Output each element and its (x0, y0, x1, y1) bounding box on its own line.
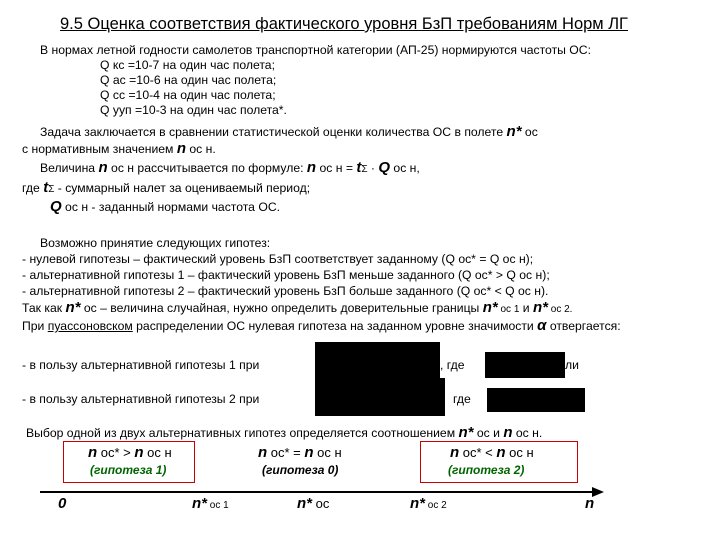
hypothesis-0-label: (гипотеза 0) (262, 463, 339, 477)
alt1-line: - в пользу альтернативной гипотезы 1 при (22, 358, 260, 372)
intro-text: В нормах летной годности самолетов транспортной категории (АП-25) нормируются частоты ОС: (40, 43, 591, 57)
formula-image-placeholder (485, 352, 565, 378)
tick-subscript: ос 1 (207, 500, 229, 511)
tick-label-n1 (192, 495, 229, 512)
label-text: ос* < (459, 445, 497, 460)
hypothesis-1-label: (гипотеза 1) (90, 463, 167, 477)
n-symbol: n (450, 444, 460, 461)
task-text: с нормативным значением (22, 142, 177, 156)
n-symbol: n (503, 424, 513, 441)
n-star-symbol: n* (506, 123, 522, 140)
choice-text: ос н. (512, 426, 543, 440)
choice-text: ос и (473, 426, 504, 440)
scale-axis (0, 478, 720, 518)
formula-line (40, 160, 420, 177)
subscript: ос 1 (497, 304, 520, 315)
n-star-symbol: n* (482, 299, 498, 316)
t-symbol: t (356, 159, 362, 176)
hypothesis-item: - альтернативной гипотезы 2 – фактический уровень БзП больше заданного (Q ос* < Q ос н). (22, 284, 549, 298)
formula-text: · (367, 161, 379, 175)
norm-item: Q сс =10-4 на один час полета; (100, 88, 276, 102)
alt1-where: , где (440, 358, 465, 372)
n-symbol: n (306, 159, 317, 176)
choice-text: Выбор одной из двух альтернативных гипотез определяется соотношением (26, 426, 459, 440)
task-text: Задача заключается в сравнении статистической оценки количества ОС в полете (40, 125, 507, 139)
tick-subscript: ос (312, 496, 330, 511)
n-symbol: n (496, 444, 506, 461)
tick-label-n (297, 495, 329, 512)
hypothesis-item: - альтернативной гипотезы 1 – фактический уровень БзП меньше заданного (Q ос* > Q ос н); (22, 268, 550, 282)
tick-symbol: n* (297, 495, 312, 512)
formula-text: ос н = (316, 161, 357, 175)
random-text: и (519, 301, 533, 315)
formula-text: ос н, (390, 161, 420, 175)
random-text: ос – величина случайная, нужно определить доверительные границы (80, 301, 483, 315)
formula-text: ос н рассчитывается по формуле: (107, 161, 307, 175)
n-star-symbol: n* (532, 299, 548, 316)
norm-item: Q ууп =10-3 на один час полета*. (100, 103, 287, 117)
scale-label-1 (88, 444, 172, 461)
tick-subscript: ос 2 (425, 500, 447, 511)
n-star-symbol: n* (458, 424, 474, 441)
n-symbol: n (98, 159, 108, 176)
hypothesis-2-label: (гипотеза 2) (448, 463, 525, 477)
label-text: ос* = (267, 445, 305, 460)
formula-image-placeholder (487, 388, 585, 412)
choice-line (26, 425, 542, 441)
t-symbol: t (43, 179, 49, 196)
tick-label-n2 (410, 495, 447, 512)
random-line (22, 300, 572, 317)
hypotheses-intro: Возможно принятие следующих гипотез: (40, 236, 271, 250)
q-symbol: Q (378, 159, 391, 176)
poisson-text: При (22, 319, 48, 333)
formula-image-placeholder (315, 378, 445, 416)
formula-image-placeholder (315, 342, 440, 380)
poisson-underlined: пуассоновском (47, 319, 133, 333)
subscript: ос 2. (547, 304, 573, 315)
scale-label-0 (258, 444, 342, 461)
poisson-text: отвергается: (546, 319, 621, 333)
poisson-text: распределении ОС нулевая гипотеза на заданном уровне значимости (132, 319, 538, 333)
poisson-line (22, 318, 621, 334)
label-text: ос* > (97, 445, 135, 460)
n-symbol: n (258, 444, 268, 461)
sigma-symbol: Σ (361, 164, 368, 175)
alt2-line: - в пользу альтернативной гипотезы 2 при (22, 392, 260, 406)
n-symbol: n (88, 444, 98, 461)
task-line-1 (40, 124, 538, 140)
task-text: ос н. (186, 142, 216, 156)
n-star-symbol: n* (65, 299, 81, 316)
label-text: ос н (505, 445, 534, 460)
norm-item: Q ас =10-6 на один час полета; (100, 73, 277, 87)
where-text: где (22, 181, 44, 195)
random-text: Так как (22, 301, 66, 315)
scale-label-2 (450, 444, 534, 461)
tick-symbol: n (585, 495, 595, 512)
q-symbol: Q (50, 198, 62, 215)
label-text: ос н (313, 445, 342, 460)
tick-label-0 (58, 495, 66, 512)
formula-text: Величина (40, 161, 99, 175)
norm-item: Q кс =10-7 на один час полета; (100, 58, 275, 72)
n-symbol: n (134, 444, 144, 461)
n-symbol: n (304, 444, 314, 461)
alt1-tail: ли (565, 358, 579, 372)
tick-symbol: n* (192, 495, 207, 512)
hypothesis-item: - нулевой гипотезы – фактический уровень БзП соответствует заданному (Q ос* = Q ос н); (22, 252, 534, 266)
where-text: - суммарный налет за оцениваемый период; (54, 181, 311, 195)
tick-label-end (585, 495, 594, 512)
where-text: ос н - заданный нормами частота ОС. (61, 200, 281, 214)
task-text: ос (521, 125, 538, 139)
label-text: ос н (143, 445, 172, 460)
tick-symbol: n* (410, 495, 425, 512)
sigma-symbol: Σ (48, 184, 55, 195)
tick-symbol: 0 (58, 495, 67, 512)
where-line-1 (22, 180, 310, 197)
alpha-symbol: α (537, 317, 547, 334)
where-line-2 (50, 199, 280, 215)
task-line-2 (22, 141, 216, 157)
n-symbol: n (176, 140, 186, 157)
page-title: 9.5 Оценка соответствия фактического уровня БзП требованиям Норм ЛГ (60, 15, 628, 33)
alt2-where: где (453, 392, 471, 406)
